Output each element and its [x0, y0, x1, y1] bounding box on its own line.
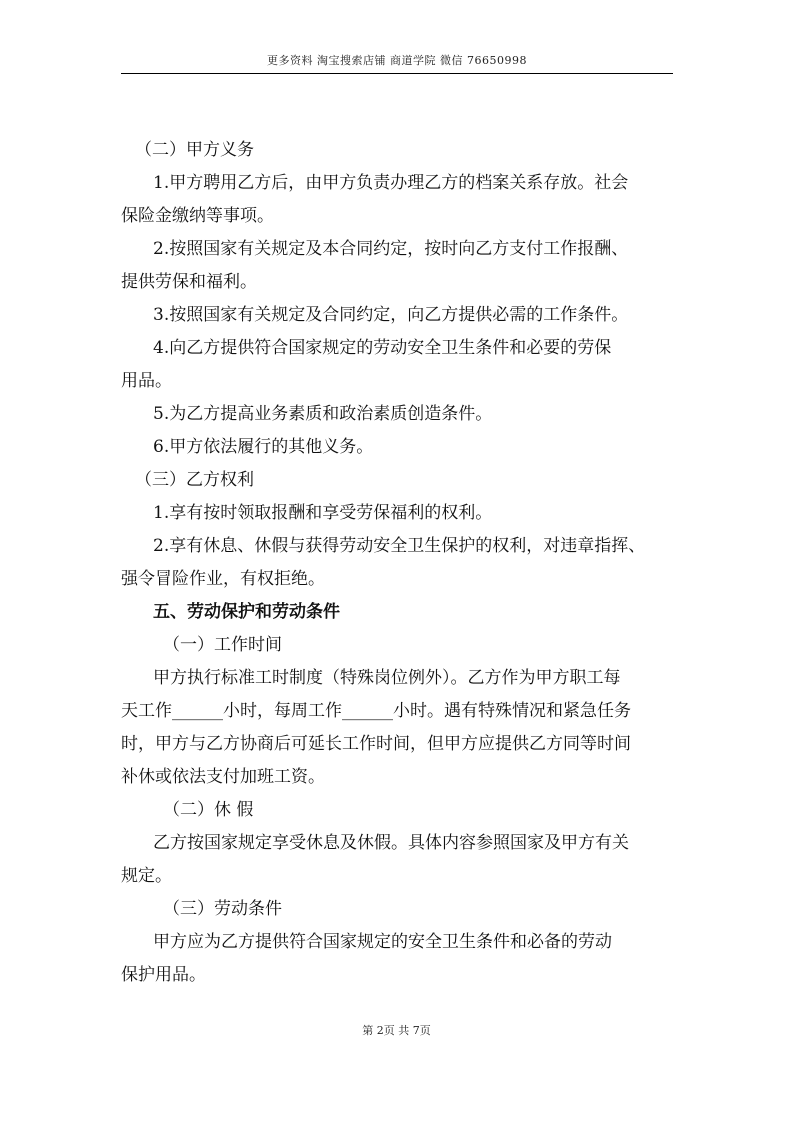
- body-line: 提供劳保和福利。: [121, 272, 257, 292]
- page-header: 更多资料 淘宝搜索店铺 商道学院 微信 76650998: [267, 54, 527, 67]
- body-line: （一）工作时间: [163, 635, 282, 655]
- body-line: （二）甲方义务: [135, 140, 254, 160]
- body-line: 乙方按国家规定享受休息及休假。具体内容参照国家及甲方有关: [153, 833, 629, 853]
- body-line: （三）乙方权利: [135, 470, 254, 490]
- body-line: 3.按照国家有关规定及合同约定，向乙方提供必需的工作条件。: [153, 305, 629, 325]
- body-line: 1.享有按时领取报酬和享受劳保福利的权利。: [153, 503, 493, 523]
- body-line: 2.享有休息、休假与获得劳动安全卫生保护的权利，对违章指挥、: [153, 536, 646, 556]
- body-line: 保险金缴纳等事项。: [121, 206, 274, 226]
- body-line: 6.甲方依法履行的其他义务。: [153, 437, 374, 457]
- section-heading: 五、劳动保护和劳动条件: [153, 602, 340, 622]
- header-rule: [121, 73, 673, 74]
- body-line: 2.按照国家有关规定及本合同约定，按时向乙方支付工作报酬、: [153, 239, 629, 259]
- body-line: 补休或依法支付加班工资。: [121, 767, 325, 787]
- body-line: 4.向乙方提供符合国家规定的劳动安全卫生条件和必要的劳保: [153, 338, 612, 358]
- body-line: 甲方执行标准工时制度（特殊岗位例外）。乙方作为甲方职工每: [153, 668, 621, 688]
- body-line: 用品。: [121, 371, 172, 391]
- body-line: 甲方应为乙方提供符合国家规定的安全卫生条件和必备的劳动: [153, 932, 612, 952]
- body-line: 时，甲方与乙方协商后可延长工作时间，但甲方应提供乙方同等时间: [121, 734, 631, 754]
- body-line: 规定。: [121, 866, 172, 886]
- page-footer: 第 2页 共 7页: [362, 1024, 431, 1037]
- body-line: 5.为乙方提高业务素质和政治素质创造条件。: [153, 404, 493, 424]
- body-line: 强令冒险作业，有权拒绝。: [121, 569, 325, 589]
- body-line: 天工作______小时，每周工作______小时。遇有特殊情况和紧急任务: [121, 701, 631, 721]
- body-line: （二）休 假: [163, 800, 254, 820]
- document-body: [121, 134, 676, 992]
- body-line: 1.甲方聘用乙方后，由甲方负责办理乙方的档案关系存放。社会: [153, 173, 629, 193]
- body-line: （三）劳动条件: [163, 899, 282, 919]
- body-line: 保护用品。: [121, 965, 206, 985]
